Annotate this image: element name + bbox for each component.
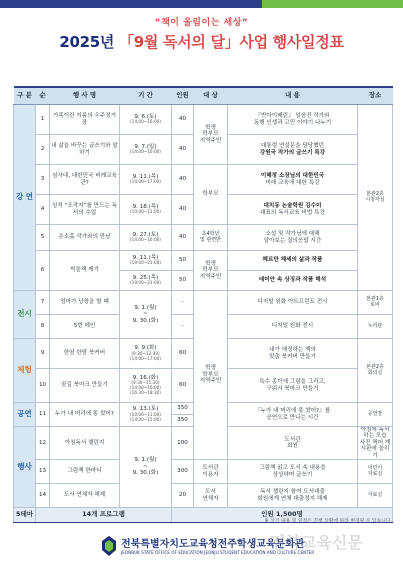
slogan: “책이 울림이는 세상” [154, 18, 249, 28]
event-period: 9. 13.(토) (10:00~11:00) (14:00~15:00) [120, 403, 172, 427]
event-people: 40 [172, 225, 194, 251]
event-people: 40 [172, 135, 194, 165]
event-place: 본관2층 회의실 [358, 339, 393, 403]
event-people: - [172, 315, 194, 339]
event-people: 350 [172, 415, 194, 427]
col-place: 장소 [358, 87, 393, 105]
row-number: 7 [36, 291, 50, 315]
event-name: 엄마가 낭창을 할 때 [50, 291, 120, 315]
event-name: 내 삶을 바꾸는 글쓰기와 말하기 [50, 135, 120, 165]
row-number: 2 [36, 135, 50, 165]
event-target: 학생 학부모 지역주민 [194, 105, 228, 165]
event-name: 심사대, 대한민국 비례교육관? [50, 165, 120, 195]
total-themes: 5테마 [14, 508, 36, 523]
event-place: 자료실 [358, 484, 393, 508]
event-people: 60 [172, 339, 194, 369]
category-event: 행사 [14, 427, 36, 508]
event-content: 그림책 읽고 도서 속 내용을 상상하며 글쓰기 [228, 460, 358, 484]
table-row [14, 460, 393, 484]
row-number: 10 [36, 369, 50, 403]
event-place: 누리관 [358, 315, 393, 339]
top-color-bar [0, 0, 403, 8]
event-name: 도서 연체자 해제 [50, 484, 120, 508]
organization-name-en: JEONBUK STATE OFFICE OF EDUCATION JEONJU STUDENT EDUCATION AND CULTURE CENTER [121, 550, 315, 555]
event-name: 5번 레인 [50, 315, 120, 339]
col-target: 대 상 [194, 87, 228, 105]
row-number: 5 [36, 225, 50, 251]
event-target: 학생 학부모 지역주민 [194, 291, 228, 460]
event-content: 대통령 연설문을 담당했던 강원국 작가의 글쓰기 특강 [228, 135, 358, 165]
event-content: 내가 애정하는 책의 맞춤 북커버 만들기 [228, 339, 358, 369]
event-content: 대치동 논술학원 김수미 대표의 독서교육 비법 특강 [228, 195, 358, 225]
table-row [14, 251, 393, 271]
title-main: 「9월 독서의 달」사업 행사일정표 [119, 33, 344, 51]
event-content: 데미안 속 상징과 작품 해석 [228, 271, 358, 291]
event-content: 소설 및 작가님에 대해 알아보는 질의응답 시간 [228, 225, 358, 251]
event-content: 이혜정 소장님의 대한민국 미래 교육에 대한 특강 [228, 165, 358, 195]
event-period: 9. 11.(목) (14:00~17:00) [120, 165, 172, 195]
col-category: 구 분 [14, 87, 36, 105]
event-period: 9. 11.(목) (19:00~21:00) [120, 251, 172, 271]
event-target: 초4학년 및 관련반 [194, 225, 228, 251]
title-year: 2025년 [59, 33, 115, 51]
event-place: 본관2층 시청각실 [358, 105, 393, 291]
event-name: 아침독서 챌린지 [50, 427, 120, 460]
event-place: 본관1층 로비 [358, 291, 393, 315]
event-period: 9. 7.(일) (14:00~16:00) [120, 135, 172, 165]
footnote: ※ 상기 내용 및 일정은 진행 상황에 따라 변경될 수 있습니다. [264, 519, 392, 524]
event-period: 9. 25.(목) (19:00~21:00) [120, 271, 172, 291]
page-title [0, 31, 403, 52]
event-people: 20 [172, 484, 194, 508]
event-people: 50 [172, 251, 194, 271]
row-number: 1 [36, 105, 50, 135]
event-name: 가족이란 이름의 우주정거장 [50, 105, 120, 135]
event-people: 300 [172, 460, 194, 484]
row-number: 9 [36, 339, 50, 369]
table-header-row [14, 87, 393, 105]
total-programs: 14개 프로그램 [36, 508, 172, 523]
row-number: 12 [36, 427, 50, 460]
event-content: 『누가 내 머리에 똥 쌌어?』를 공연으로 만나는 시간 [228, 403, 358, 427]
event-name: 그림책 한마디 [50, 460, 120, 484]
col-people: 인원 [172, 87, 194, 105]
event-name: 성적 “조작자”를 만드는 독서의 수업 [50, 195, 120, 225]
row-number: 6 [36, 251, 50, 291]
event-content: 헤르만 헤세의 삶과 작품 [228, 251, 358, 271]
event-people: 60 [172, 369, 194, 403]
event-content: 디지털 원화 전시 [228, 315, 358, 339]
col-content: 내 용 [228, 87, 358, 105]
event-name: 한땀 한땀 북커버 [50, 339, 120, 369]
category-exhibition: 전시 [14, 291, 36, 339]
event-target: 학부모 [194, 165, 228, 225]
category-performance: 공연 [14, 403, 36, 427]
event-target: 학생 학부모 지역주민 [194, 251, 228, 291]
event-people: 40 [172, 195, 194, 225]
col-event-name: 행 사 명 [50, 87, 120, 105]
organization-name: 전북특별자치도교육청전주학생교육문화관 [121, 539, 305, 550]
event-place: 어린이 자료실 [358, 460, 393, 484]
event-people: 100 [172, 427, 194, 460]
event-period: 9. 1.(월) ~ 9. 30.(화) [120, 427, 172, 508]
event-people: 40 [172, 105, 194, 135]
table-row [14, 484, 393, 508]
event-content: 독서 챌린지 참여 도서대출 회원에게 연체 대출정지 해제 [228, 484, 358, 508]
table-row [14, 225, 393, 251]
footer [0, 528, 403, 570]
event-period: 9. 27.(토) (14:00~16:00) [120, 225, 172, 251]
event-period: 9. 9.(화) (9:30~12:30) (14:00~17:00) [120, 339, 172, 369]
category-experience: 체험 [14, 339, 36, 403]
row-number: 11 [36, 403, 50, 427]
event-target: 도서 연체자 [194, 484, 228, 508]
event-people: 50 [172, 271, 194, 291]
row-number: 14 [36, 484, 50, 508]
table-row [14, 291, 393, 315]
event-period: 9. 6.(토) (14:00~16:00) [120, 105, 172, 135]
row-number: 4 [36, 195, 50, 225]
event-content: 특수 종이에 그림을 그리고, 구워서 북마크 만들기 [228, 369, 358, 403]
event-content: 『반아이배린』 일음진 작가와 동행 인생과 고민 이야기 나누기 [228, 105, 358, 135]
col-number: 순 [36, 87, 50, 105]
event-name: 꿈길 북마크 만들기 [50, 369, 120, 403]
event-target: 도서관 이용자 [194, 460, 228, 484]
row-number: 3 [36, 165, 50, 195]
watermark: 전북교육신문 [270, 533, 363, 552]
table-row [14, 105, 393, 135]
schedule-table [13, 86, 393, 523]
event-content: 아침에 독서하는 모습 사진 찍어 게시판에 올리기 [358, 427, 393, 460]
event-content: 디지털 원화 아트프린트 전시 [228, 291, 358, 315]
event-people: 350 [172, 403, 194, 415]
row-number: 13 [36, 460, 50, 484]
total-people: 인원 1,500명 [172, 508, 393, 523]
office-logo-icon [100, 535, 118, 557]
event-people: 40 [172, 165, 194, 195]
event-people: - [172, 291, 194, 315]
event-target: 도서관 회원 [228, 427, 358, 460]
event-period: 9. 1.(월) ~ 9. 30.(화) [120, 291, 172, 339]
category-lecture: 강 연 [14, 105, 36, 291]
event-name: 은소홀 작가와의 만남 [50, 225, 120, 251]
row-number: 8 [36, 315, 50, 339]
event-name: 빅돌책 깨기 [50, 251, 120, 291]
event-name: 누가 내 머리에 똥 쌌어? [50, 403, 120, 427]
event-period: 9. 16.(화) (9:30~11:30) (14:00~16:00) (16:30~18:30) [120, 369, 172, 403]
event-place: 공연장 [358, 403, 393, 427]
table-row [14, 165, 393, 195]
event-period: 9. 18.(목) (10:00~12:00) [120, 195, 172, 225]
col-period: 기 간 [120, 87, 172, 105]
